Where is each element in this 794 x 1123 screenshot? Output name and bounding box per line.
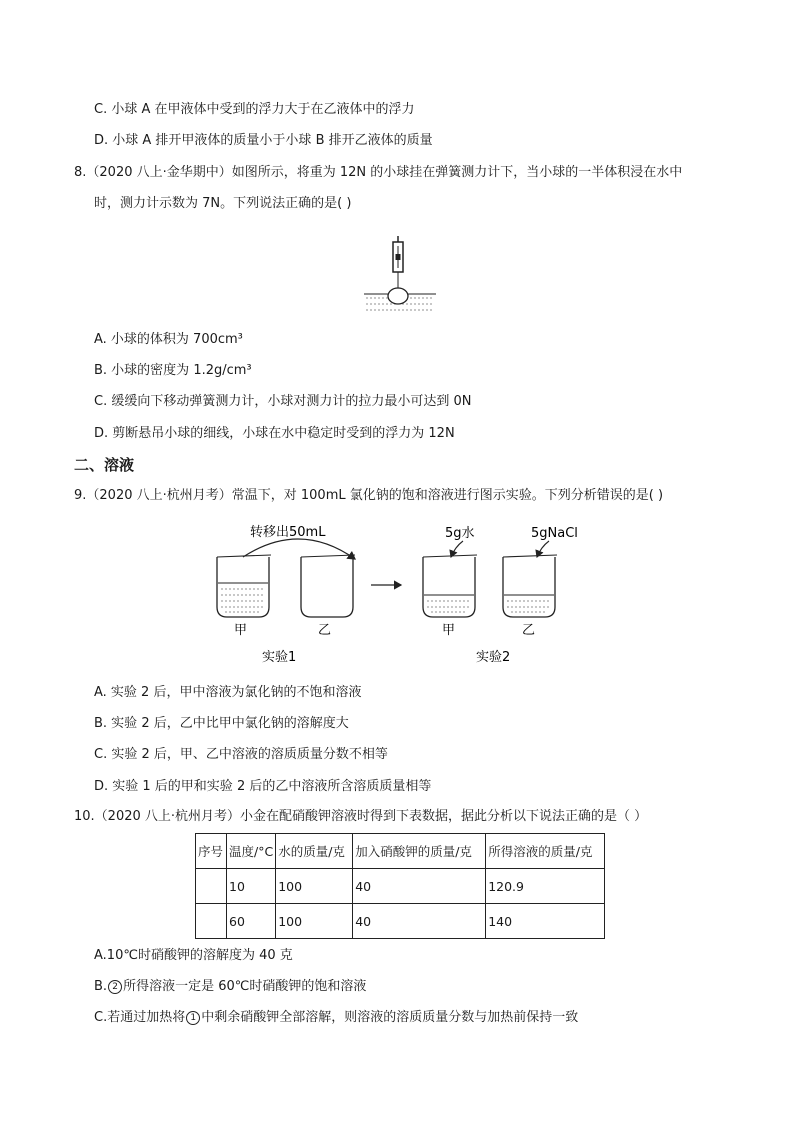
beaker-exp1-jia — [217, 555, 271, 617]
table-cell: 100 — [276, 904, 353, 939]
table-cell: 140 — [486, 904, 605, 939]
table-cell: 40 — [353, 904, 486, 939]
table-cell: 120.9 — [486, 869, 605, 904]
q10-option-a: A.10℃时硝酸钾的溶解度为 40 克 — [94, 948, 293, 963]
q7-option-c: C. 小球 A 在甲液体中受到的浮力大于在乙液体中的浮力 — [94, 102, 415, 117]
beaker-exp2-yi — [503, 555, 557, 617]
table-header-cell: 所得溶液的质量/克 — [486, 834, 605, 869]
q10-option-b-prefix: B. — [94, 979, 108, 994]
label-jia-1: 甲 — [234, 623, 248, 638]
q9-stem: 9.（2020 八上·杭州月考）常温下，对 100mL 氯化钠的饱和溶液进行图示实验。下列分析错误的是( ) — [74, 488, 664, 503]
q8-stem-line2: 时，测力计示数为 7N。下列说法正确的是( ) — [94, 196, 352, 211]
table-cell: 60 — [227, 904, 276, 939]
q10-option-b — [94, 978, 366, 996]
table-cell: 40 — [353, 869, 486, 904]
q9-option-a: A. 实验 2 后，甲中溶液为氯化钠的不饱和溶液 — [94, 685, 362, 700]
table-header-cell: 水的质量/克 — [276, 834, 353, 869]
beaker-exp1-yi — [301, 555, 355, 617]
label-yi-2: 乙 — [522, 623, 536, 638]
exp2-label: 实验2 — [476, 650, 511, 665]
exp1-label: 实验1 — [262, 650, 297, 665]
table-cell — [196, 869, 227, 904]
table-cell — [196, 904, 227, 939]
q8-option-a: A. 小球的体积为 700cm³ — [94, 332, 243, 347]
label-yi-1: 乙 — [318, 623, 332, 638]
q9-option-d: D. 实验 1 后的甲和实验 2 后的乙中溶液所含溶质质量相等 — [94, 779, 432, 794]
section-title: 二、溶液 — [74, 456, 135, 474]
table-header-cell: 温度/°C — [227, 834, 276, 869]
q10-option-c-text: 中剩余硝酸钾全部溶解，则溶液的溶质质量分数与加热前保持一致 — [201, 1010, 579, 1025]
label-jia-2: 甲 — [442, 623, 456, 638]
circled-number-2: 2 — [108, 980, 122, 994]
q8-stem-line1: 8.（2020 八上·金华期中）如图所示，将重为 12N 的小球挂在弹簧测力计下，当小球的一半体积浸在水中 — [74, 165, 683, 180]
table-header-cell: 加入硝酸钾的质量/克 — [353, 834, 486, 869]
nacl-label: 5gNaCl — [531, 526, 578, 541]
q7-option-d: D. 小球 A 排开甲液体的质量小于小球 B 排开乙液体的质量 — [94, 133, 433, 148]
transfer-label: 转移出50mL — [250, 525, 326, 540]
spring-scale-figure — [360, 232, 440, 318]
q9-option-c: C. 实验 2 后，甲、乙中溶液的溶质质量分数不相等 — [94, 747, 388, 762]
beaker-experiment-figure — [205, 515, 595, 670]
q10-stem: 10.（2020 八上·杭州月考）小金在配硝酸钾溶液时得到下表数据，据此分析以下说法正确的是（ ） — [74, 809, 648, 824]
water-label: 5g水 — [445, 526, 475, 541]
q10-option-c-prefix: C.若通过加热将 — [94, 1010, 186, 1025]
circled-number-1: 1 — [186, 1011, 200, 1025]
potassium-nitrate-table — [195, 833, 605, 939]
table-cell: 10 — [227, 869, 276, 904]
q8-option-c: C. 缓缓向下移动弹簧测力计，小球对测力计的拉力最小可达到 0N — [94, 394, 472, 409]
beaker-exp2-jia — [423, 555, 477, 617]
table-header-cell: 序号 — [196, 834, 227, 869]
q10-option-c — [94, 1009, 578, 1027]
q8-option-d: D. 剪断悬吊小球的细线，小球在水中稳定时受到的浮力为 12N — [94, 426, 455, 441]
q10-option-b-text: 所得溶液一定是 60℃时硝酸钾的饱和溶液 — [123, 979, 367, 994]
q8-option-b: B. 小球的密度为 1.2g/cm³ — [94, 363, 252, 378]
q9-option-b: B. 实验 2 后，乙中比甲中氯化钠的溶解度大 — [94, 716, 349, 731]
table-row — [196, 904, 605, 939]
table-header-row — [196, 834, 605, 869]
table-row — [196, 869, 605, 904]
table-cell: 100 — [276, 869, 353, 904]
